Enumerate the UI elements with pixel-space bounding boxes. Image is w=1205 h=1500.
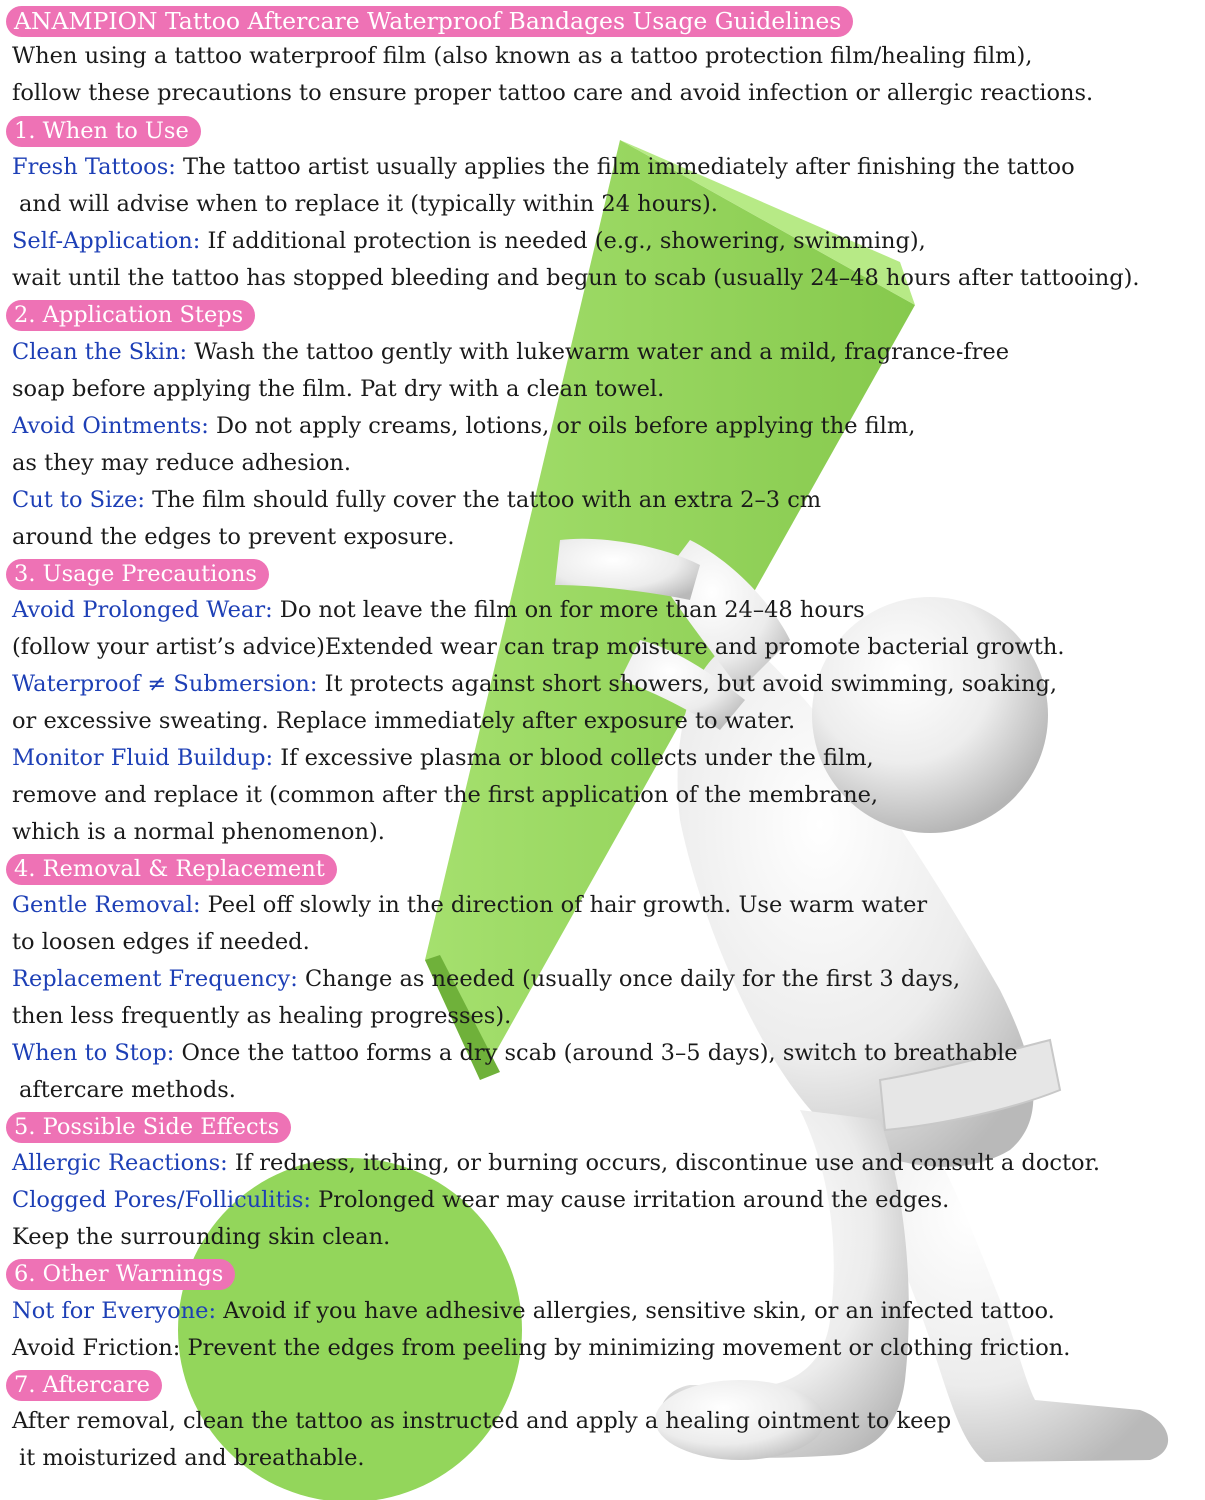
term-label: When to Stop: xyxy=(12,1040,175,1066)
line-text: Do not leave the film on for more than 24–48 hours xyxy=(272,597,865,623)
term-label: Clogged Pores/Folliculitis: xyxy=(12,1187,311,1213)
line-text: Change as needed (usually once daily for the first 3 days, xyxy=(297,966,961,992)
text-line xyxy=(12,223,926,260)
section-heading-removal-replacement: 4. Removal & Replacement xyxy=(6,854,337,885)
text-line xyxy=(19,186,718,223)
text-line xyxy=(12,149,1075,186)
line-text: The tattoo artist usually applies the film immediately after finishing the tattoo xyxy=(175,154,1075,180)
text-line xyxy=(12,1145,1100,1182)
text-line xyxy=(12,998,511,1035)
text-line xyxy=(12,334,1009,371)
line-text: around the edges to prevent exposure. xyxy=(12,524,455,550)
line-text: If excessive plasma or blood collects under the film, xyxy=(273,745,874,771)
section-heading-aftercare: 7. Aftercare xyxy=(6,1370,162,1401)
term-label: Self-Application: xyxy=(12,228,201,254)
line-text: wait until the tattoo has stopped bleeding and begun to scab (usually 24–48 hours after tattooing). xyxy=(12,265,1140,291)
line-text: Avoid Friction: Prevent the edges from peeling by minimizing movement or clothing friction. xyxy=(12,1335,1071,1361)
term-label: Allergic Reactions: xyxy=(12,1150,228,1176)
text-line xyxy=(12,408,915,445)
page-title: ANAMPION Tattoo Aftercare Waterproof Bandages Usage Guidelines xyxy=(6,6,853,37)
line-text: (follow your artist’s advice)Extended wear can trap moisture and promote bacterial growth. xyxy=(12,634,1065,660)
section-heading-when-to-use: 1. When to Use xyxy=(6,116,201,147)
line-text: remove and replace it (common after the first application of the membrane, xyxy=(12,782,879,808)
text-line xyxy=(12,703,795,740)
text-line xyxy=(12,961,960,998)
section-heading-application-steps: 2. Application Steps xyxy=(6,300,255,331)
section-heading-usage-precautions: 3. Usage Precautions xyxy=(6,559,269,590)
line-text: If additional protection is needed (e.g., showering, swimming), xyxy=(200,228,926,254)
term-label: Fresh Tattoos: xyxy=(12,154,176,180)
text-line xyxy=(12,814,385,851)
text-line xyxy=(12,924,310,961)
text-line xyxy=(12,1293,1055,1330)
section-heading-other-warnings: 6. Other Warnings xyxy=(6,1259,235,1290)
text-line xyxy=(12,1403,951,1440)
text-line xyxy=(12,666,1057,703)
text-line xyxy=(12,1035,1018,1072)
line-text: Prolonged wear may cause irritation around the edges. xyxy=(310,1187,950,1213)
line-text: as they may reduce adhesion. xyxy=(12,450,352,476)
line-text: and will advise when to replace it (typically within 24 hours). xyxy=(19,191,718,217)
line-text: to loosen edges if needed. xyxy=(12,929,310,955)
text-line xyxy=(12,1330,1070,1367)
term-label: Replacement Frequency: xyxy=(12,966,298,992)
term-label: Cut to Size: xyxy=(12,487,146,513)
text-line xyxy=(12,629,1065,666)
term-label: Clean the Skin: xyxy=(12,339,188,365)
line-text: aftercare methods. xyxy=(19,1077,236,1103)
line-text: then less frequently as healing progresses). xyxy=(12,1003,512,1029)
term-label: Avoid Prolonged Wear: xyxy=(12,597,273,623)
text-line xyxy=(19,1072,236,1109)
term-label: Gentle Removal: xyxy=(12,892,201,918)
line-text: it moisturized and breathable. xyxy=(19,1445,365,1471)
text-line xyxy=(12,1182,949,1219)
line-text: soap before applying the film. Pat dry with a clean towel. xyxy=(12,376,665,402)
text-line xyxy=(12,371,664,408)
intro-line-2: follow these precautions to ensure proper tattoo care and avoid infection or allergic reactions. xyxy=(12,80,1094,106)
text-line xyxy=(12,445,351,482)
line-text: or excessive sweating. Replace immediately after exposure to water. xyxy=(12,708,796,734)
text-line xyxy=(12,482,821,519)
line-text: After removal, clean the tattoo as instructed and apply a healing ointment to keep xyxy=(12,1408,952,1434)
text-line xyxy=(12,1219,390,1256)
intro-line-1: When using a tattoo waterproof film (also known as a tattoo protection film/healing film), xyxy=(12,43,1033,69)
term-label: Not for Everyone: xyxy=(12,1298,217,1324)
line-text: which is a normal phenomenon). xyxy=(12,819,385,845)
text-line xyxy=(19,1440,365,1477)
term-label: Avoid Ointments: xyxy=(12,413,209,439)
text-line xyxy=(12,519,455,556)
text-line xyxy=(12,777,878,814)
term-label: Waterproof ≠ Submersion: xyxy=(12,671,318,697)
text-line xyxy=(12,887,927,924)
text-line xyxy=(12,260,1140,297)
line-text: The film should fully cover the tattoo with an extra 2–3 cm xyxy=(145,487,822,513)
line-text: Avoid if you have adhesive allergies, sensitive skin, or an infected tattoo. xyxy=(216,1298,1055,1324)
term-label: Monitor Fluid Buildup: xyxy=(12,745,274,771)
line-text: Keep the surrounding skin clean. xyxy=(12,1224,391,1250)
line-text: Once the tattoo forms a dry scab (around 3–5 days), switch to breathable xyxy=(174,1040,1018,1066)
text-line xyxy=(12,592,865,629)
line-text: Wash the tattoo gently with lukewarm water and a mild, fragrance-free xyxy=(187,339,1010,365)
line-text: Peel off slowly in the direction of hair growth. Use warm water xyxy=(200,892,928,918)
line-text: If redness, itching, or burning occurs, discontinue use and consult a doctor. xyxy=(227,1150,1100,1176)
line-text: Do not apply creams, lotions, or oils before applying the film, xyxy=(208,413,916,439)
text-line xyxy=(12,740,874,777)
section-heading-side-effects: 5. Possible Side Effects xyxy=(6,1112,291,1143)
line-text: It protects against short showers, but avoid swimming, soaking, xyxy=(317,671,1058,697)
